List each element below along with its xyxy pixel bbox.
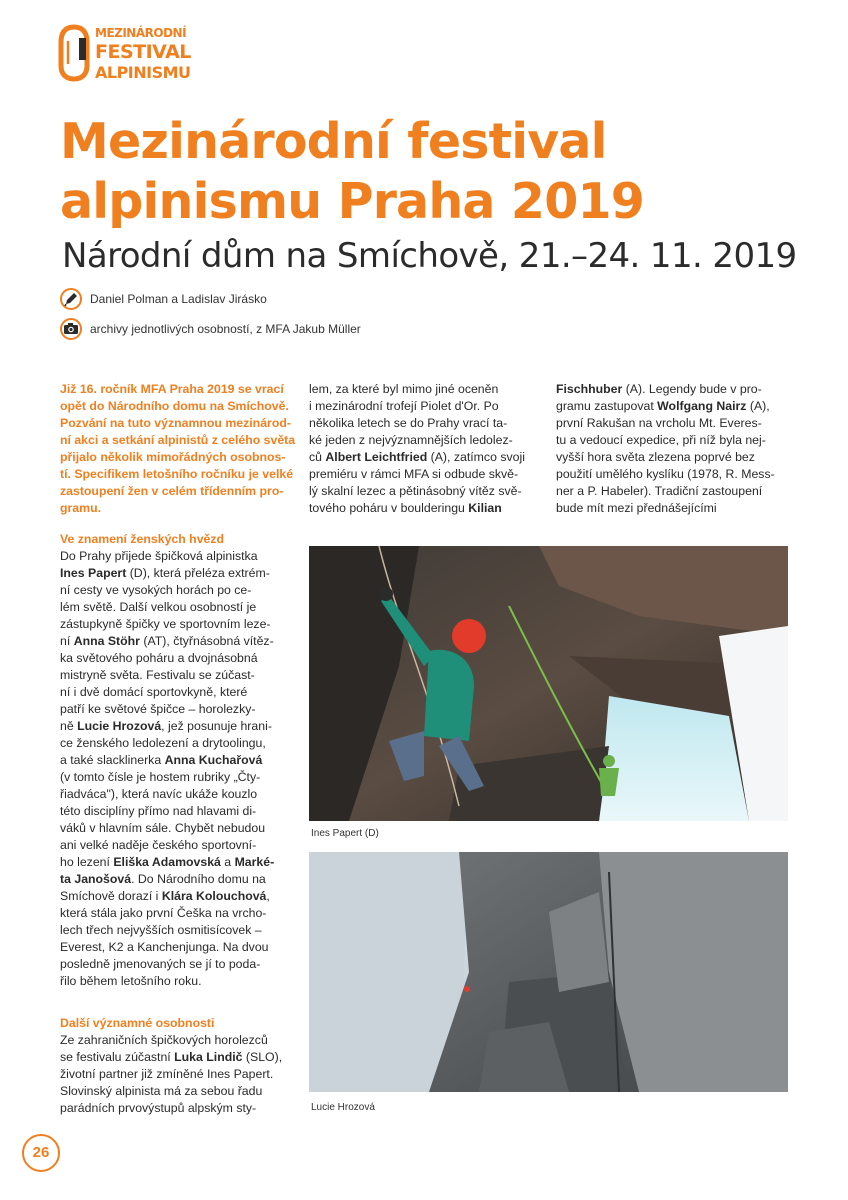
text-line [556,415,796,432]
text-line [60,820,300,837]
bold-name: Marké- [234,855,275,869]
text-line [556,398,796,415]
text-run: vyšší hora světa zlezena poprvé bez [556,450,755,464]
text-run: . Do Národního domu na [131,872,266,886]
text-run: posledně jmenovaných se jí to poda- [60,957,261,971]
text-run: gramu zastupovat [556,399,658,413]
text-line [60,1083,300,1100]
text-run: i mezinárodní trofejí Piolet d'Or. Po [309,399,499,413]
text-run: a [220,855,235,869]
text-line [556,432,796,449]
text-line [60,701,300,718]
text-run: ně [60,719,78,733]
text-line [60,616,300,633]
text-run: ké jeden z nejvýznamnějších ledolez- [309,433,513,447]
title-line-1: Mezinárodní festival [60,113,607,170]
column-body [556,381,796,517]
logo-line-1: MEZINÁRODNÍ [95,26,187,40]
bold-name: Eliška Adamovská [113,855,221,869]
text-line [60,922,300,939]
text-run: (v tomto čísle je hostem rubriky „Čty- [60,770,261,784]
photo-caption-1: Ines Papert (D) [311,828,379,839]
festival-logo [57,24,197,88]
text-run: první Rakušan na vrcholu Mt. Everes- [556,416,762,430]
section-women [60,531,300,990]
text-line [60,956,300,973]
text-run: Everest, K2 a Kanchenjunga. Na dvou [60,940,269,954]
text-run: ní i dvě domácí sportovkyně, které [60,685,248,699]
bold-name: ta Janošová [60,872,132,886]
text-run: patří ke světové špičce – horolezky- [60,702,256,716]
text-line [60,1049,300,1066]
text-line [60,565,300,582]
page-number-text: 26 [32,1144,50,1161]
text-line [60,786,300,803]
section-body [60,1032,300,1117]
intro-line: Již 16. ročník MFA Praha 2019 se vrací [60,382,284,396]
text-line [556,466,796,483]
text-run: (D), která přeléza extrém- [126,566,270,580]
text-run: ani velké naděje českého sportovní- [60,838,257,852]
intro-line: přijalo několik mimořádných osobnos- [60,450,286,464]
bold-name: Luka Lindič [174,1050,243,1064]
text-line [60,888,300,905]
text-run: použití umělého kyslíku (1978, R. Mess- [556,467,775,481]
bold-name: Klára Kolouchová [161,889,267,903]
text-line [556,500,796,517]
text-run: se festivalu zúčastní [60,1050,175,1064]
text-line [60,973,300,990]
title-line-2: alpinismu Praha 2019 [60,173,645,230]
text-run: která stála jako první Češka na vrcho- [60,906,267,920]
article-subtitle: Národní dům na Smíchově, 21.–24. 11. 2019 [62,236,797,276]
text-line [60,633,300,650]
text-line [60,582,300,599]
bold-name: Lucie Hrozová [77,719,162,733]
text-line [60,803,300,820]
text-run: váků v hlavním sále. Chybět nebudou [60,821,266,835]
text-line [556,381,796,398]
text-line [309,398,549,415]
text-run: (A). Legendy bude v pro- [622,382,762,396]
column-body [309,381,549,517]
text-line [309,483,549,500]
text-run: tu a vedoucí expedice, při níž byla nej- [556,433,766,447]
text-run: ce ženského ledolezení a drytoolingu, [60,736,266,750]
text-line [60,1032,300,1049]
photo-sources: archivy jednotlivých osobností, z MFA Jakub Müller [90,322,361,336]
carabiner-icon [57,24,91,82]
text-run: zástupkyně špičky ve sportovním leze- [60,617,271,631]
photo-credit [60,318,460,342]
page-number [22,1134,60,1172]
bold-name: Kilian [468,501,502,515]
author-names: Daniel Polman a Ladislav Jirásko [90,292,267,306]
text-line [60,854,300,871]
text-line [60,667,300,684]
photo-lucie-hrozova [309,852,788,1092]
logo-line-2: FESTIVAL [95,41,191,63]
text-line [60,752,300,769]
camera-icon [60,318,82,340]
text-line [60,599,300,616]
intro-line: zastoupení žen v celém třídenním pro- [60,484,284,498]
text-run: (SLO), [242,1050,283,1064]
text-run: lem, za které byl mimo jiné oceněn [309,382,499,396]
bold-name: Wolfgang Nairz [657,399,747,413]
logo-line-3: ALPINISMU [95,63,191,82]
text-run: ců [309,450,326,464]
text-line [309,415,549,432]
text-run: , jež posunuje hrani- [161,719,272,733]
text-run: parádních prvovýstupů alpským sty- [60,1101,257,1115]
text-run: Smíchově dorazí i [60,889,162,903]
text-run: této disciplíny přímo nad hlavami di- [60,804,257,818]
text-line [60,1066,300,1083]
text-line [60,548,300,565]
text-run: (A), zatímco svoji [427,450,525,464]
author-credit [60,288,420,312]
text-line [309,466,549,483]
text-line [60,735,300,752]
text-run: mistryně světa. Festivalu se zúčast- [60,668,255,682]
intro-line: gramu. [60,501,101,515]
intro-paragraph [60,381,300,517]
text-line [60,837,300,854]
text-run: tového poháru v boulderingu [309,501,469,515]
text-run: lý skalní lezec a pětinásobný vítěz svě- [309,484,522,498]
text-run: životní partner již zmíněné Ines Papert. [60,1067,274,1081]
intro-line: opět do Národního domu na Smíchově. [60,399,289,413]
text-line [556,449,796,466]
text-line [60,684,300,701]
text-line [556,483,796,500]
text-run: (AT), čtyřnásobná vítěz- [139,634,274,648]
text-line [309,381,549,398]
text-run: několika letech se do Prahy vrací ta- [309,416,508,430]
text-line [309,500,549,517]
text-line [60,718,300,735]
text-line [60,650,300,667]
text-run: řiadváca"), která navíc ukáže kouzlo [60,787,258,801]
text-run: premiéru v rámci MFA si odbude skvě- [309,467,519,481]
text-run: lém světě. Další velkou osobností je [60,600,257,614]
text-run: ní [60,634,74,648]
text-line [309,432,549,449]
column-2-text [309,381,549,517]
section-other [60,1015,300,1117]
section-heading: Ve znamení ženských hvězd [60,532,225,546]
text-run: ní cesty ve vysokých horách po ce- [60,583,252,597]
text-line [60,871,300,888]
bold-name: Albert Leichtfried [325,450,428,464]
text-run: ka světového poháru a dvojnásobná [60,651,258,665]
text-line [60,905,300,922]
text-line [60,939,300,956]
bold-name: Fischhuber [556,382,623,396]
intro-line: ní akci a setkání alpinistů z celého světa [60,433,296,447]
photo-caption-2: Lucie Hrozová [311,1102,375,1113]
section-body [60,548,300,990]
text-run: a také slacklinerka [60,753,165,767]
photo-ines-papert [309,546,788,821]
text-run: Do Prahy přijede špičková alpinistka [60,549,258,563]
text-run: (A), [746,399,770,413]
text-run: Ze zahraničních špičkových horolezců [60,1033,268,1047]
column-3-text [556,381,796,517]
text-line [309,449,549,466]
text-run: bude mít mezi přednášejícími [556,501,717,515]
text-run: Slovinský alpinista má za sebou řadu [60,1084,263,1098]
article-title [60,112,800,232]
intro-line: tí. Specifikem letošního ročníku je velké [60,467,294,481]
bold-name: Anna Kuchařová [164,753,263,767]
bold-name: Ines Papert [60,566,127,580]
section-heading: Další významné osobnosti [60,1016,215,1030]
text-line [60,769,300,786]
bold-name: Anna Stöhr [73,634,140,648]
text-line [60,1100,300,1117]
text-run: ner a P. Habeler). Tradiční zastoupení [556,484,763,498]
text-run: řilo během letošního roku. [60,974,202,988]
text-run: lech třech nejvyšších osmitisícovek – [60,923,262,937]
text-run: , [266,889,270,903]
pen-icon [60,288,82,310]
text-run: ho lezení [60,855,114,869]
intro-line: Pozvání na tuto významnou mezinárod- [60,416,291,430]
